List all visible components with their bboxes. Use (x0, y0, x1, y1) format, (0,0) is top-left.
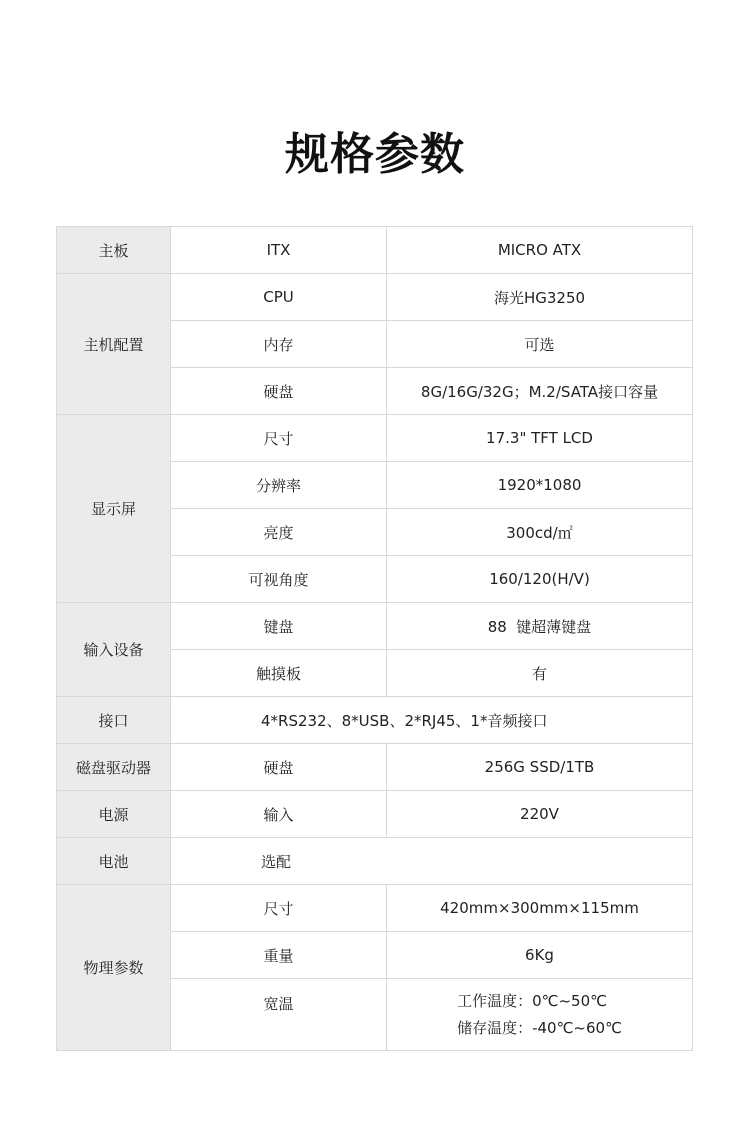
spec-value-cell: 可选 (387, 321, 693, 368)
table-row (57, 603, 693, 650)
spec-label-cell: 内存 (171, 321, 387, 368)
spec-label-cell: 尺寸 (171, 415, 387, 462)
spec-value-cell (171, 838, 693, 885)
working-temperature: 工作温度：0℃~50℃ (457, 991, 607, 1010)
spec-value-cell: ITX (171, 227, 387, 274)
spec-label-cell: 硬盘 (171, 368, 387, 415)
spec-value-cell: 220V (387, 791, 693, 838)
spec-value-cell: 1920*1080 (387, 462, 693, 509)
spec-label-cell: 键盘 (171, 603, 387, 650)
spec-label-cell: 宽温 (171, 979, 387, 1051)
category-cell: 输入设备 (57, 603, 171, 697)
spec-label-cell: 重量 (171, 932, 387, 979)
spec-value-cell: 有 (387, 650, 693, 697)
spec-label-cell: 输入 (171, 791, 387, 838)
spec-table (56, 226, 693, 1051)
table-row (57, 415, 693, 462)
table-row (57, 697, 693, 744)
spec-value-cell: 海光HG3250 (387, 274, 693, 321)
spec-value-cell: 256G SSD/1TB (387, 744, 693, 791)
table-row (57, 838, 693, 885)
spec-value-cell: 6Kg (387, 932, 693, 979)
spec-label-cell: 尺寸 (171, 885, 387, 932)
category-cell: 接口 (57, 697, 171, 744)
spec-label-cell: 硬盘 (171, 744, 387, 791)
spec-value-cell (387, 979, 693, 1051)
category-cell: 显示屏 (57, 415, 171, 603)
spec-value-cell: 8G/16G/32G；M.2/SATA接口容量 (387, 368, 693, 415)
spec-label-cell: 分辨率 (171, 462, 387, 509)
table-row (57, 274, 693, 321)
spec-label-cell: 可视角度 (171, 556, 387, 603)
category-cell: 磁盘驱动器 (57, 744, 171, 791)
spec-value-cell (171, 697, 693, 744)
spec-label-cell: 触摸板 (171, 650, 387, 697)
spec-value-cell: 88 键超薄键盘 (387, 603, 693, 650)
table-row (57, 791, 693, 838)
spec-label-cell: 亮度 (171, 509, 387, 556)
table-row (57, 227, 693, 274)
table-row (57, 885, 693, 932)
category-cell: 电源 (57, 791, 171, 838)
category-cell: 主板 (57, 227, 171, 274)
battery-value: 选配 (261, 852, 292, 871)
table-row (57, 744, 693, 791)
spec-value-cell: MICRO ATX (387, 227, 693, 274)
spec-value-cell: 160/120(H/V) (387, 556, 693, 603)
spec-label-cell: CPU (171, 274, 387, 321)
category-cell: 主机配置 (57, 274, 171, 415)
ports-value: 4*RS232、8*USB、2*RJ45、1*音频接口 (261, 711, 548, 730)
spec-value-cell: 17.3" TFT LCD (387, 415, 693, 462)
page-title: 规格参数 (285, 129, 465, 180)
category-cell: 电池 (57, 838, 171, 885)
spec-value-cell: 420mm×300mm×115mm (387, 885, 693, 932)
temperature-range (457, 988, 622, 1042)
category-cell: 物理参数 (57, 885, 171, 1051)
storage-temperature: 储存温度：-40℃~60℃ (457, 1018, 622, 1037)
spec-value-cell: 300cd/㎡ (387, 509, 693, 556)
